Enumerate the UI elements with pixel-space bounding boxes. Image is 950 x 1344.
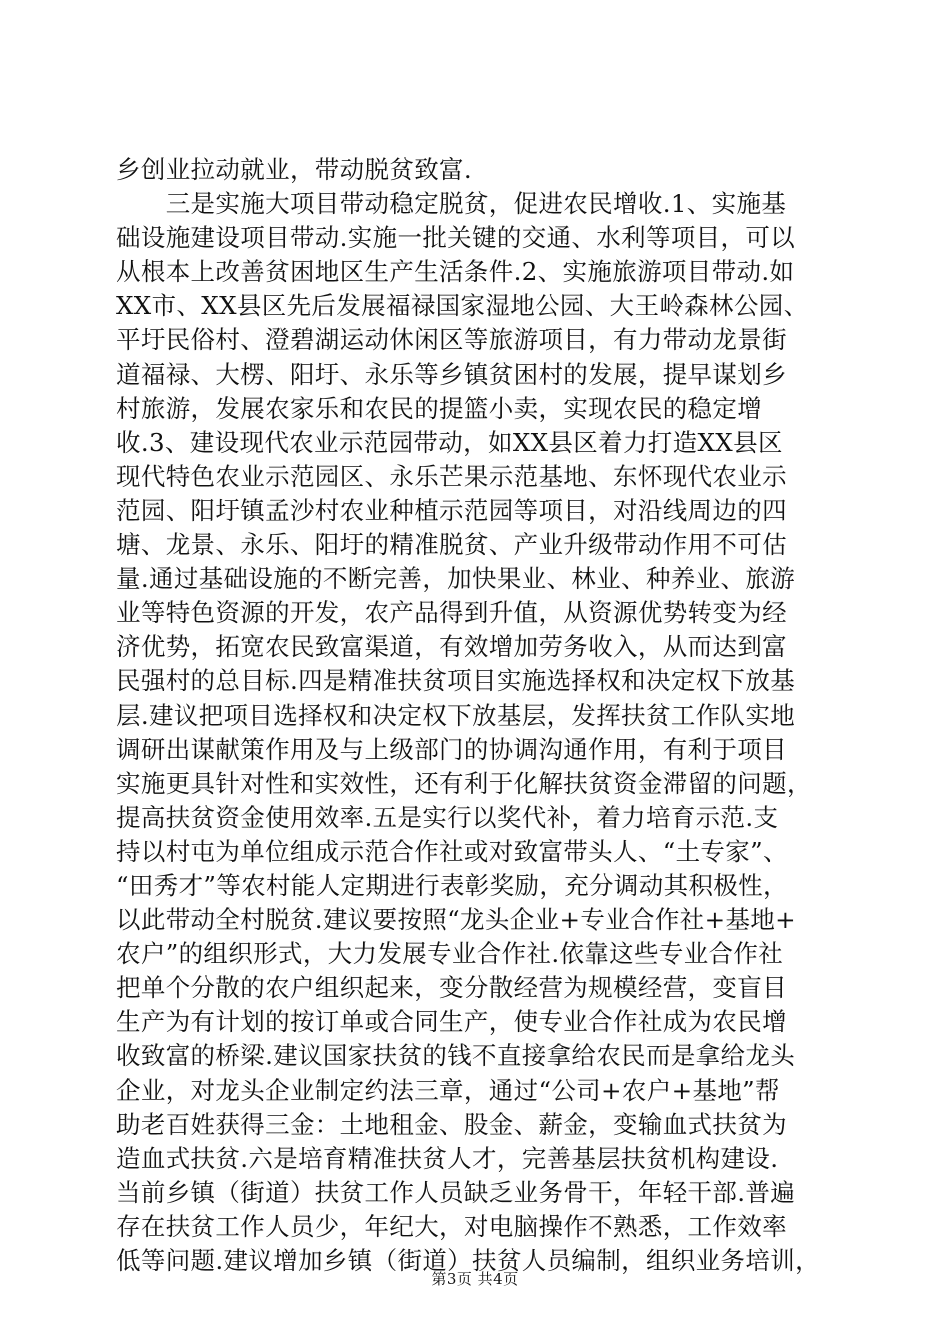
text-line: 塘、龙景、永乐、阳圩的精准脱贫、产业升级带动作用不可估 (116, 530, 787, 560)
text-line: 济优势，拓宽农民致富渠道，有效增加劳务收入，从而达到富 (116, 632, 787, 662)
text-line: 生产为有计划的按订单或合同生产，使专业合作社成为农民增 (116, 1007, 787, 1037)
text-line: 收.3、建设现代农业示范园带动，如XX县区着力打造XX县区 (116, 427, 783, 457)
text-line: XX市、XX县区先后发展福禄国家湿地公园、大王岭森林公园、 (116, 291, 809, 321)
text-line: 持以村屯为单位组成示范合作社或对致富带头人、“土专家”、 (116, 836, 788, 866)
text-line: 存在扶贫工作人员少，年纪大，对电脑操作不熟悉，工作效率 (116, 1211, 787, 1241)
text-line: 实施更具针对性和实效性，还有利于化解扶贫资金滞留的问题， (116, 768, 812, 798)
text-line: “田秀才”等农村能人定期进行表彰奖励，充分调动其积极性， (116, 870, 788, 900)
text-line: 企业，对龙头企业制定约法三章，通过“公司+农户+基地”帮 (116, 1075, 780, 1105)
text-line: 业等特色资源的开发，农产品得到升值，从资源优势转变为经 (116, 598, 787, 628)
text-line: 民强村的总目标.四是精准扶贫项目实施选择权和决定权下放基 (116, 666, 796, 696)
page-footer: 第3页 共4页 (431, 1270, 519, 1288)
text-line: 平圩民俗村、澄碧湖运动休闲区等旅游项目，有力带动龙景街 (116, 325, 787, 355)
text-line: 当前乡镇（街道）扶贫工作人员缺乏业务骨干，年轻干部.普遍 (116, 1177, 796, 1207)
text-line: 层.建议把项目选择权和决定权下放基层，发挥扶贫工作队实地 (116, 700, 796, 730)
text-line: 造血式扶贫.六是培育精准扶贫人才，完善基层扶贫机构建设. (116, 1143, 779, 1173)
text-line: 三是实施大项目带动稳定脱贫，促进农民增收.1、实施基 (116, 189, 787, 219)
text-line: 提高扶贫资金使用效率.五是实行以奖代补，着力培育示范.支 (116, 802, 779, 832)
text-line: 现代特色农业示范园区、永乐芒果示范基地、东怀现代农业示 (116, 461, 787, 491)
text-line: 以此带动全村脱贫.建议要按照“龙头企业+专业合作社+基地+ (116, 905, 797, 935)
text-line: 村旅游，发展农家乐和农民的提篮小卖，实现农民的稳定增 (116, 393, 763, 423)
text-line: 助老百姓获得三金：土地租金、股金、薪金，变输血式扶贫为 (116, 1109, 787, 1139)
text-line: 乡创业拉动就业，带动脱贫致富. (116, 155, 473, 184)
text-line: 收致富的桥梁.建议国家扶贫的钱不直接拿给农民而是拿给龙头 (116, 1041, 796, 1071)
text-line: 把单个分散的农户组织起来，变分散经营为规模经营，变盲目 (116, 973, 787, 1003)
text-line: 础设施建设项目带动.实施一批关键的交通、水利等项目，可以 (116, 223, 796, 253)
text-line: 调研出谋献策作用及与上级部门的协调沟通作用，有利于项目 (116, 734, 787, 764)
text-line: 范园、阳圩镇孟沙村农业种植示范园等项目，对沿线周边的四 (116, 495, 787, 525)
text-line: 道福禄、大楞、阳圩、永乐等乡镇贫困村的发展，提早谋划乡 (116, 359, 787, 389)
body-text (116, 153, 841, 1278)
text-line: 量.通过基础设施的不断完善，加快果业、林业、种养业、旅游 (116, 564, 796, 594)
text-line: 从根本上改善贫困地区生产生活条件.2、实施旅游项目带动.如 (116, 257, 795, 287)
text-line: 农户”的组织形式，大力发展专业合作社.依靠这些专业合作社 (116, 939, 784, 969)
text-line: 低等问题.建议增加乡镇（街道）扶贫人员编制，组织业务培训， (116, 1246, 820, 1275)
